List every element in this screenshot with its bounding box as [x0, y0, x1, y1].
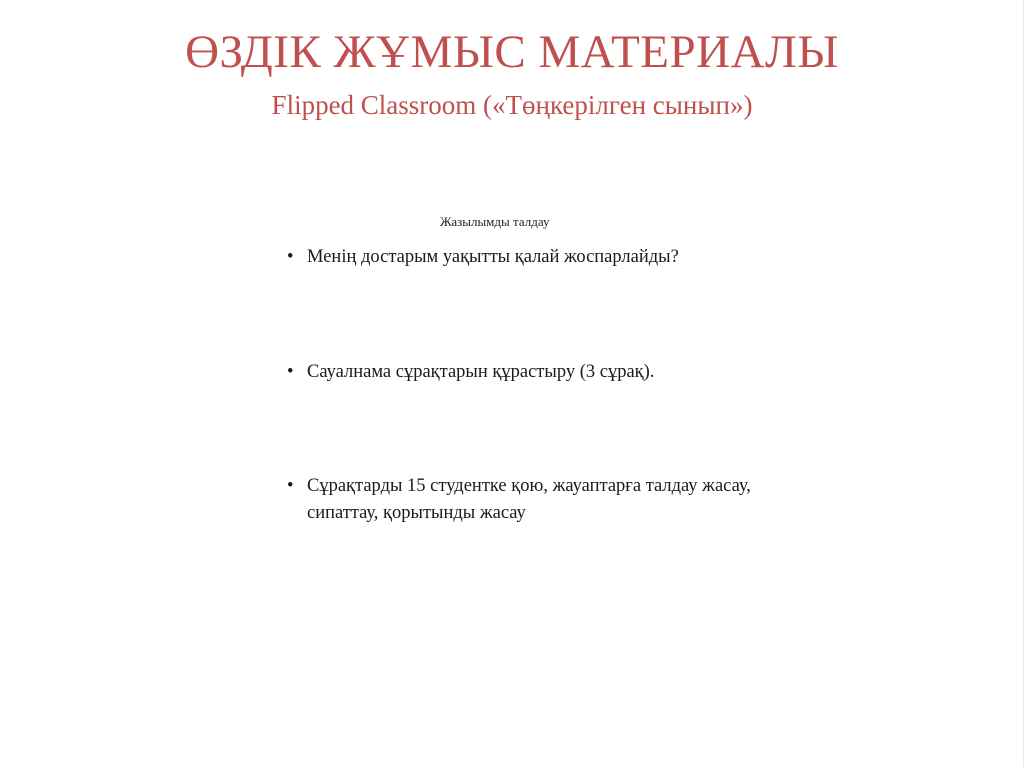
bullet-icon: •	[287, 476, 294, 496]
bullet-icon: •	[287, 247, 294, 267]
bullet-text: Сұрақтарды 15 студентке қою, жауаптарға талдау жасау, сипаттау, қорытынды жасау	[307, 476, 751, 523]
bullet-text: Сауалнама сұрақтарын құрастыру (3 сұрақ).	[307, 362, 655, 382]
bullet-list	[285, 244, 755, 523]
bullet-text: Менің достарым уақытты қалай жоспарлайды?	[307, 247, 679, 267]
bullet-item	[285, 473, 777, 527]
bullet-item	[285, 359, 755, 386]
section-heading: Жазылымды талдау	[440, 214, 550, 229]
slide-subtitle: Flipped Classroom («Төңкерілген сынып»)	[271, 90, 753, 120]
bullet-icon: •	[287, 362, 294, 382]
bullet-item	[285, 244, 755, 271]
slide-title: ӨЗДІК ЖҰМЫС МАТЕРИАЛЫ	[185, 26, 839, 78]
